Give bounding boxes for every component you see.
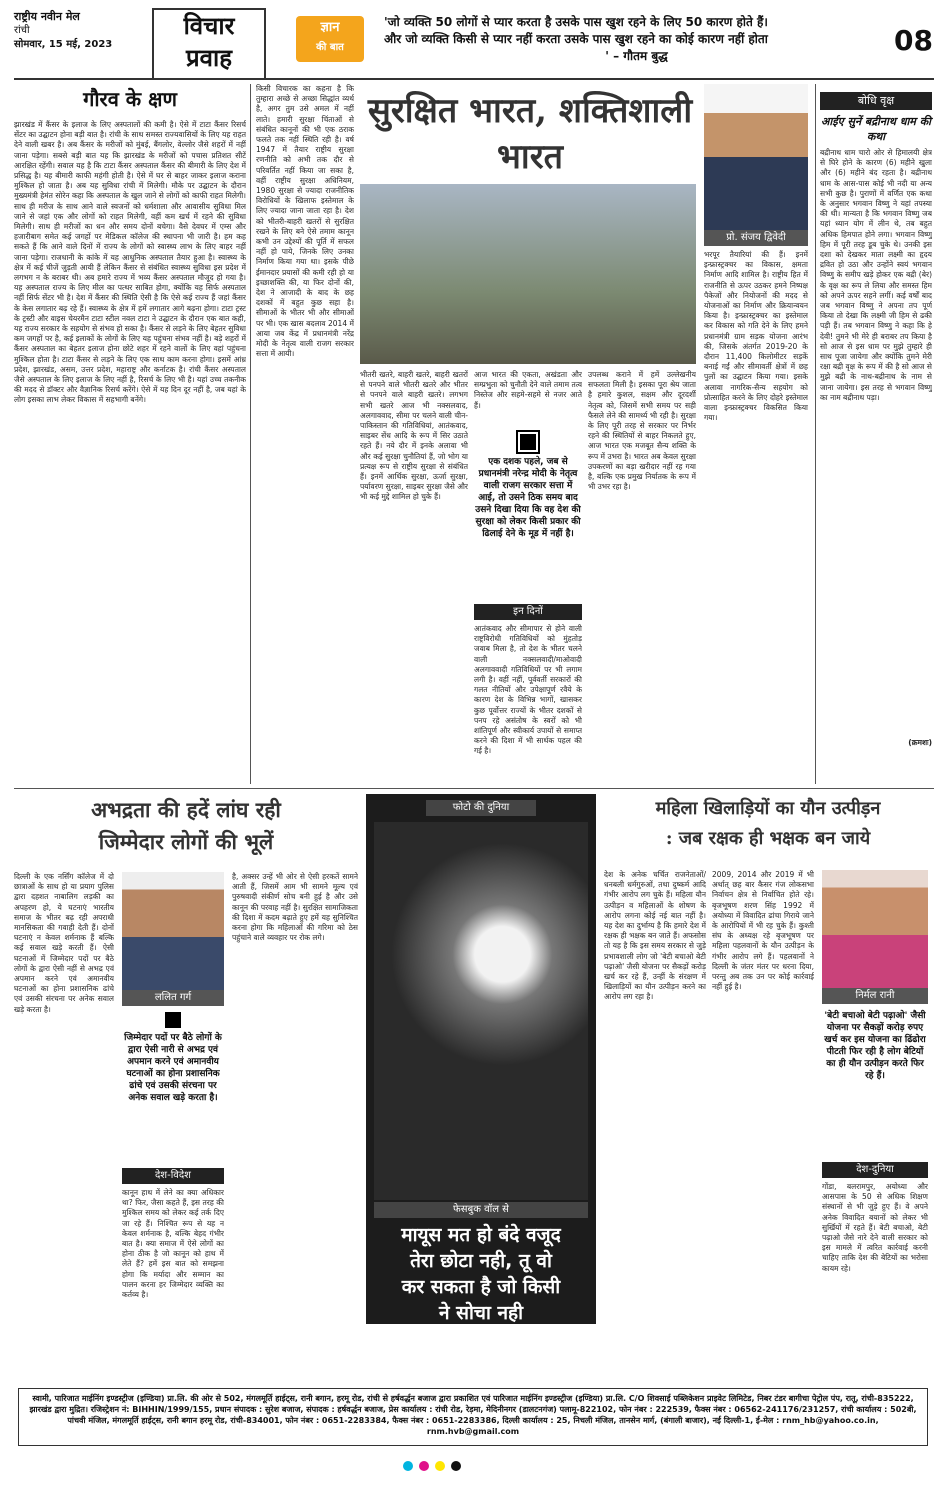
paper-name: राष्ट्रीय नवीन मेल: [14, 10, 80, 23]
article-title: [360, 88, 700, 180]
pullquote: [474, 432, 582, 602]
section-label: [152, 8, 266, 78]
imprint-footer: स्वामी, पारिजात माईनिंग इण्डस्ट्रीज (इण्डिया) प्रा.लि. की ओर से 502, मंगलमूर्ति हाईट्स, रानी बगान, हरमू रोड, रांची से हर्षवर्द्धन बजाज द्वारा प्रकाशित एवं पारिजात माईनिंग इण्डस्ट्रीज (इण्डिया) प्रा.लि. C/O शिवसाई पब्लिकेशन प्राइवेट लिमिटेड, निबर टंडर बागीचा पेट्रोल पंप, रातू, रांची-835222, झारखंड द्वारा मुद्रित। रजिस्ट्रेशन नं: BIHHIN/1999/155, प्रधान संपादक : सुरेश बजाज, संपादक : हर्षवर्द्धन बजाज, प्रेस कार्यालय : रांची रोड, रेड़मा, मेदिनीनगर (डालटनगंज) पलामू-822102, फोन नंबर : 222539, फैक्स नंबर : 06562-241176/231257, रांची कार्यालय : 502बी, पांचवी मंजिल, मंगलमूर्ति हाईट्स, रानी बगान हरमू रोड, रांची-834001, फोन नंबर : 0651-2283384, फैक्स नंबर : 0651-2283386, दिल्ली कार्यालय : 25, निचली मंजिल, तानसेन मार्ग, (बंगाली बाजार), नई दिल्ली-1, ई-मेल : rnm_hb@yahoo.co.in, rnm.hvb@gmail.com: [18, 1388, 928, 1446]
quote-icon: [518, 432, 538, 452]
section-line1: विचार: [183, 11, 235, 40]
title-line2: जिम्मेदार लोगों की भूलें: [98, 829, 274, 854]
parade-photo: [360, 184, 696, 364]
title-line1: महिला खिलाड़ियों का यौन उत्पीड़न: [655, 798, 881, 819]
pullquote-text: एक दशक पहले, जब से प्रधानमंत्री नरेन्द्र मोदी के नेतृत्व वाली राजग सरकार सत्ता में आई, तो उसने ठिक समय बाद उसने दिखा दिया कि वह देश की सुरक्षा को लेकर किसी प्रकार की ढिलाई देने के मूड में नहीं है।: [475, 457, 581, 539]
author-photo: [822, 870, 928, 988]
caption-line2: तेरा छोटा नही, तू वो: [410, 1250, 552, 1272]
title-line2: : जब रक्षक ही भक्षक बन जाये: [665, 828, 871, 849]
caption-line4: ने सोचा नही: [438, 1302, 524, 1324]
photo-feature: [366, 794, 596, 1324]
article-col-left: किसी विचारक का कहना है कि तुम्हारा अच्छे से अच्छा सिद्धांत व्यर्थ है, अगर तुम उसे अमल में नहीं लाते। हमारी सुरक्षा चिंताओं से संबंधित कानूनों की भी एक ठराक फलते तक नहीं स्थिति रही है। वर्ष 1947 में तैयार राष्ट्रीय सुरक्षा रणनीति को अभी तक दौर से परिवर्तित नहीं किया जा सका है, वहीं राष्ट्रीय सुरक्षा अधिनियम, 1980 सुरक्षा से ज्यादा राजनीतिक विरोधियों के खिलाफ इस्तेमाल के लिए ज्यादा जाना जाता रहा है। देश को भीतरी-बाहरी खतरों से सुरक्षित रखने के लिए बने ऐसे तमाम कानून कभी उन उद्देश्यों की पूर्ति में सफल नहीं हो पाये, जिनके लिए उनका निर्माण किया गया था। इसके पीछे ईमानदार प्रयासों की कमी रही हो या इच्छाशक्ति की, या फिर दोनों की, देश ने आजादी के बाद के छह दशकों में बहुत कुछ सहा है। सीमाओं के भीतर भी और सीमाओं पर भी। एक खास बदलाव 2014 में आया जब केंद्र में प्रधानमंत्री नरेंद्र मोदी के नेतृत्व वाली राजग सरकार सत्ता में आयी।: [256, 84, 354, 359]
pullquote: [122, 1012, 224, 1162]
section-line2: प्रवाह: [186, 43, 232, 72]
quote-icon: [165, 1012, 181, 1028]
end-tag: (क्रमशः): [908, 738, 932, 747]
article-col3: है, अक्सर उन्हें भी ओर से ऐसी हरकतें सामने आती हैं, जिसमें आम भी सामने मूल्य एवं पुरुषवादी संकीर्ण सोच बनी हुई है और उसे कानून की परवाह नहीं है। सुरक्षित सामाजिकता की दिशा में कदम बढ़ाते हुए हमें यह सुनिश्चित करना होगा कि महिलाओं की गरिमा को ठेस पहुंचाने वाले व्यवहार पर रोक लगे।: [232, 872, 358, 943]
page-number: 08: [894, 24, 933, 57]
column-divider: [250, 84, 251, 784]
section-tag: इन दिनों: [474, 604, 582, 620]
article-title: [14, 794, 358, 858]
article-title: आईए सुनें बद्रीनाथ धाम की कथा: [820, 115, 932, 143]
author-photo: [704, 84, 808, 230]
article-abhadrata: [14, 794, 358, 1380]
section-tag: देश-विदेश: [122, 1168, 224, 1184]
title-line2: भारत: [497, 137, 563, 177]
article-col1: दिल्ली के एक नर्सिंग कॉलेज में दो छात्राओं के साथ हो या प्रयाग पुलिस द्वारा दहशत नाबालिग लड़की का अपहरण हो, ये घटनाएं भारतीय समाज के भीतर बढ़ रही अपराधी मानसिकता की गवाही देती हैं। दोनों घटनाएं न केवल शर्मनाक हैं बल्कि कई सवाल खड़े करती हैं। ऐसी घटनाओं में जिम्मेदार पदों पर बैठे लोगों के द्वारा ऐसी नहीं से अभद्र एवं अपमान करने एवं अमानवीय घटनाओं का होना प्रशासनिक ढांचे एवं उसकी संरचना पर अनेक सवाल खड़े करता है।: [14, 872, 114, 1014]
photo-header: फोटो की दुनिया: [426, 800, 536, 816]
article-title: गौरव के क्षण: [83, 87, 177, 111]
article-col2: 2009, 2014 और 2019 में भी अर्थात् छह बार कैसर गंज लोकसभा निर्वाचन क्षेत्र से निर्वाचित होते रहे। बृजभूषण शरण सिंह 1992 में अयोध्या में विवादित ढांचा गिराये जाने के आरोपियों में भी रह चुके हैं। कुश्ती संघ के अध्यक्ष रहे बृजभूषण पर महिला पहलवानों के यौन उत्पीड़न के गंभीर आरोप लगे हैं। पहलवानों ने दिल्ली के जंतर मंतर पर धरना दिया, परन्तु अब तक उन पर कोई कार्रवाई नहीं हुई है।: [712, 870, 814, 992]
quote-author: ' – गौतम बुद्ध: [605, 49, 668, 63]
article-mahila: [604, 794, 932, 1380]
pullquote-text: 'बेटी बचाओ बेटी पढ़ाओ' जैसी योजना पर सैकड़ों करोड़ रुपए खर्च कर इस योजना का ढिंढोरा पीटती फिर रही है लोग बेटियों का ही यौन उत्पीड़न करते फिर रहे हैं।: [824, 1011, 926, 1081]
article-col-right: उपलब्ध कराने में हमें उल्लेखनीय सफलता मिली है। इसका पूरा श्रेय जाता है हमारे कुशल, सक्षम और दूरदर्शी नेतृत्व को, जिसमें सभी समय पर सही फैसले लेने की सामर्थ्य भी रही है। सुरक्षा के लिए पूरी तरह से सरकार पर निर्भर रहने की स्थितियों से बाहर निकलते हुए, आज भारत एक मजबूत सैन्य शक्ति के रूप में उभरा है। भारत अब केवल सुरक्षा उपकरणों का बड़ा खरीदार नहीं रह गया है, बल्कि एक प्रमुख निर्यातक के रूप में भी उभर रहा है।: [588, 370, 696, 492]
pullquote-text: जिम्मेदार पदों पर बैठे लोगों के द्वारा ऐसी नारी से अभद्र एवं अपमान करने एवं अमानवीय घटनाओं का होना प्रशासनिक ढांचे एवं उसकी संरचना पर अनेक सवाल खड़े करता है।: [124, 1033, 222, 1103]
color-registration-marks: [400, 1456, 464, 1475]
article-body: बद्रीनाथ धाम चारो ओर से हिमालयी क्षेत्र से घिरे होने के कारण (6) महीने खुला और (6) महीने बंद रहता है। बद्रीनाथ धाम के आस-पास कोई भी नदी या अन्य सभी कुछ है। पुराणों में वर्णित एक कथा के अनुसार भगवान विष्णु ने यहां तपस्या की थी। मान्यता है कि भगवान विष्णु जब यहां ध्यान योग में लीन थे, तब बहुत अधिक हिमपात होने लगा। भगवान विष्णु हिम में पूरी तरह डूब चुके थे। उनकी इस दशा को देखकर माता लक्ष्मी का हृदय द्रवित हो उठा और उन्होंने स्वयं भगवान विष्णु के समीप खड़े होकर एक बद्री (बेर) के वृक्ष का रूप ले लिया और समस्त हिम को अपने ऊपर सहने लगीं। कई वर्षों बाद जब भगवान विष्णु ने अपना तप पूर्ण किया तो देखा कि लक्ष्मी जी हिम से ढकी पड़ी हैं। तब भगवान विष्णु ने कहा कि हे देवी! तुमने भी मेरे ही बराबर तप किया है सो आज से इस धाम पर मुझे तुम्हारे ही साथ पूजा जायेगा और क्योंकि तुमने मेरी रक्षा बद्री वृक्ष के रूप में की है सो आज से मुझे बद्री के नाथ-बद्रीनाथ के नाम से जाना जायेगा। इस तरह से भगवान विष्णु का नाम बद्रीनाथ पड़ा।: [820, 148, 932, 402]
quote-line2: और जो व्यक्ति किसी से प्यार नहीं करता उसके पास खुश रहने का कोई कारण नहीं होता: [384, 32, 768, 46]
article-col2: कानून हाथ में लेने का क्या अधिकार था? फिर, जैसा कहते हैं, इस तरह की मुश्किल समय को लेकर कई तर्क दिए जा रहे हैं। निश्चित रूप से यह न केवल शर्मनाक है, बल्कि बेहद गंभीर बात है। क्या समाज में ऐसे लोगों का होना ठीक है जो कानून को हाथ में लेते हैं? हमें इस बात को समझना होगा कि मर्यादा और सम्मान का पालन करना हर जिम्मेदार व्यक्ति का कर्तव्य है।: [122, 1188, 224, 1300]
bodhi-header: बोधि वृक्ष: [820, 92, 932, 110]
paper-brand: [14, 10, 144, 52]
column-divider: [815, 84, 816, 784]
gyan-badge: [296, 16, 364, 62]
caption-line3: कर सकता है जो किसी: [401, 1276, 561, 1298]
city: रांची: [14, 25, 30, 36]
article-col1: देश के अनेक चर्चित राजनेताओं/धनबली धर्मगुरुओं, तथा दुष्कर्म आदि गंभीर आरोप लग चुके हैं। महिला यौन उत्पीड़न व महिलाओं के शोषण के आरोप लगना कोई नई बात नहीं है। यह देश का दुर्भाग्य है कि हमारे देश में रक्षक ही भक्षक बन जाते हैं। अफसोस तो यह है कि इस समय सरकार से जुड़े प्रभावशाली लोग जो 'बेटी बचाओ बेटी पढ़ाओ' जैसी योजना पर सैकड़ों करोड़ खर्च कर रहे हैं, उन्हीं के संरक्षण में खिलाड़ियों का यौन उत्पीड़न करने का आरोप लग रहा है।: [604, 870, 706, 1002]
article-col-far-right: भरपूर तैयारियां की हैं। इनमें इन्फ्रास्ट्रक्चर का विकास, क्षमता निर्माण आदि शामिल है। राष्ट्रीय हित में राजनीति से ऊपर उठकर हमने निष्पक्ष पैकेजों और नियोजनों की मदद से योजनाओं का निर्माण और क्रियान्वयन किया है। इन्फ्रास्ट्रक्चर का इस्तेमाल कर विकास को गति देने के लिए हमने प्रधानमंत्री ग्राम सड़क योजना आरंभ की, जिसके अंतर्गत 2019-20 के दौरान 11,400 किलोमीटर सड़कें बनाई गईं और सीमावर्ती क्षेत्रों में छह पुलों का उद्घाटन किया गया। इसके अलावा नागरिक-सैन्य सहयोग को प्रोत्साहित करने के लिए दोहरे इस्तेमाल वाला इन्फ्रास्ट्रक्चर विकसित किया गया।: [704, 250, 808, 423]
row-divider: [14, 788, 934, 789]
article-bodhi: [820, 92, 932, 784]
date: सोमवार, 15 मई, 2023: [14, 39, 113, 50]
quote-of-day: [384, 14, 889, 65]
article-col3: गोंडा, बलरामपुर, अयोध्या और आसपास के 50 से अधिक शिक्षण संस्थानों से भी जुड़े हुए हैं। वे अपने अनेक विवादित बयानों को लेकर भी सुर्खियों में रहते हैं। बेटी बचाओ, बेटी पढ़ाओ जैसे नारे देने वाली सरकार को इस मामले में त्वरित कार्रवाई करनी चाहिए ताकि देश की बेटियों का भरोसा कायम रहे।: [822, 1182, 928, 1273]
gyan-line2: की बात: [316, 42, 344, 53]
author-photo: [122, 872, 224, 990]
article-gaurav: [14, 84, 246, 784]
photo-credit: फेसबुक वॉल से: [374, 1202, 588, 1218]
article-body: झारखंड में कैंसर के इलाज के लिए अस्पतालों की कमी है। ऐसे में टाटा कैंसर रिसर्च सेंटर का उद्घाटन होना बड़ी बात है। रांची के साथ समस्त राज्यवासियों के लिए यह राहत देने वाली खबर है। अब कैंसर के मरीजों को मुंबई, बैंगलोर, वेल्लोर जैसे शहरों में नहीं जाना पड़ेगा। सबसे बड़ी बात यह कि झारखंड के मरीजों को पचास प्रतिशत सीटें आरक्षित रहेंगी। सवाल यह है कि टाटा कैंसर अस्पताल कैंसर की बीमारी के लिए देश में प्रसिद्ध है। यह बीमारी काफी महंगी होती है। ऐसे में घर से बाहर जाकर इलाज कराना मुश्किल हो जाता है। अब यह सुविधा रांची में मिलेगी। मौके पर उद्घाटन के दौरान मुख्यमंत्री हेमंत सोरेन कहा कि अस्पताल के खुल जाने से लोगों को काफी राहत मिलेगी। साथ ही मरीज के साथ आने वाले स्वजनों को धर्मशाला और आवासीय सुविधा मिल जाने से जहां एक और लोगों को राहत मिलेगी, वहीं कम खर्च में रहने की सुविधा मिलेगी। साथ ही मरीजों का धन और समय दोनों बचेगा। वैसे देवघर में एम्स और हजारीबाग समेत कई जगहों पर मेडिकल कॉलेज की स्थापना भी जारी है। हम कह सकते हैं कि आने वाले दिनों में राज्य के लोगों को स्वास्थ्य लाभ के लिए बाहर नहीं जाना पड़ेगा। राजधानी के कांके में यह आधुनिक अस्पताल तैयार हुआ है। स्वास्थ्य के क्षेत्र में कई चीजें जुड़ती आयी हैं लेकिन कैंसर से संबंधित स्वास्थ्य सुविधा इस प्रदेश में लगभग न के बराबर थी। अब हमारे राज्य में भव्य कैंसर अस्पताल मौजूद हो गया है। यह अस्पताल राज्य के लिए मील का पत्थर साबित होगा, क्योंकि यह सिर्फ अस्पताल नहीं सिर्फ सेंटर भी है। देश में कैंसर की स्थिति ऐसी है कि ऐसे कई राज्य हैं जहां कैंसर के केस लगातार बढ़ रहे हैं। स्वास्थ्य के क्षेत्र में हमें लगातार आगे बढ़ना होगा। टाटा ट्रस्ट के ट्रस्टी और वाइस चेयरमैन टाटा स्टील नवल टाटा ने उद्घाटन के दौरान एक बात कही, यह राज्य सरकार के सहयोग से संभव हो सका है। कैंसर से लड़ने के लिए बेहतर सुविधा कम जगहों पर है, कई इलाकों के लोगों के लिए यह पहुंचना संभव नहीं है। बड़े शहरों में कैंसर अस्पताल का बेहतर इलाज होना छोटे शहर में रहने वालों के लिए वहां पहुंचना मुश्किल होता है। टाटा कैंसर से लड़ने के लिए एक साथ काम करना होगा। इसमें आंध्र प्रदेश, झारखंड, असम, उत्तर प्रदेश, महाराष्ट्र और कर्नाटक है। रांची कैंसर अस्पताल जैसे अस्पताल के लिए इलाज के लिए नहीं है, रिसर्च के लिए भी है। यहां उच्च तकनीक की मदद से डॉक्टर और वैज्ञानिक रिसर्च करेंगे। ऐसे में यह दिन दूर नहीं है, जब यहां के लोग इसका लाभ लेकर विकास में सहभागी बनेंगे।: [14, 120, 246, 405]
article-surakshit: [256, 84, 811, 784]
title-line1: अभद्रता की हदें लांघ रही: [91, 797, 281, 822]
gyan-line1: ज्ञान: [320, 20, 340, 35]
quote-line1: 'जो व्यक्ति 50 लोगों से प्यार करता है उसके पास खुश रहने के लिए 50 कारण होते हैं।: [384, 15, 768, 29]
article-col-mid-c: आतंकवाद और सीमापार से होने वाली राष्ट्रविरोधी गतिविधियों को मुंहतोड़ जवाब मिला है, तो देश के भीतर चलने वाली नक्सलवादी/माओवादी अलगाववादी गतिविधियों पर भी लगाम लगी है। वहीं नहीं, पूर्ववर्ती सरकारों की गलत नीतियों और उपेक्षापूर्ण रवैये के कारण देश के विभिन्न भागों, खासकर कुछ पूर्वोत्तर राज्यों के भीतर दशकों से पनप रहे असंतोष के स्वरों को भी शांतिपूर्ण और स्वीकार्य उपायों से समाप्त करने की दिशा में भी सार्थक पहल की गई है।: [474, 624, 582, 756]
author-caption: प्रो. संजय द्विवेदी: [704, 230, 808, 246]
masthead: [14, 8, 934, 80]
author-caption: ललित गर्ग: [122, 990, 224, 1006]
article-col-mid-a: भीतरी खतरे, बाहरी खतरे, बाहरी खतरों से पनपने वाले भीतरी खतरे और भीतर से पनपने वाले बाहरी खतरे। लगभग सभी खतरे आज भी नक्सलवाद, अलगाववाद, सीमा पर चलने वाली चीन-पाकिस्तान की गतिविधियां, आतंकवाद, साइबर सेंध आदि के रूप में सिर उठाते रहते हैं। नये दौर में इनके अलावा भी और कई सुरक्षा चुनौतियां हैं, जो भोग या प्रत्यक्ष रूप से राष्ट्रीय सुरक्षा से संबंधित हैं। इनमें आर्थिक सुरक्षा, ऊर्जा सुरक्षा, पर्यावरण सुरक्षा, साइबर सुरक्षा जैसे और भी कई मुद्दे शामिल हो चुके हैं।: [360, 370, 468, 502]
section-tag: देश-दुनिया: [822, 1162, 928, 1178]
photo-caption: [370, 1222, 592, 1326]
author-caption: निर्मल रानी: [822, 988, 928, 1004]
article-title: [604, 794, 932, 854]
pullquote: [822, 1010, 928, 1160]
article-col-mid-b: आज भारत की एकता, अखंडता और सम्प्रभुता को चुनौती देने वाले तमाम तत्व निस्तेज और सहमे-सहमे से नजर आते हैं।: [474, 370, 582, 410]
title-line1: सुरक्षित भारत, शक्तिशाली: [367, 91, 693, 131]
caption-line1: मायूस मत हो बंदे वजूद: [401, 1224, 561, 1246]
flower-photo: [374, 822, 588, 1200]
